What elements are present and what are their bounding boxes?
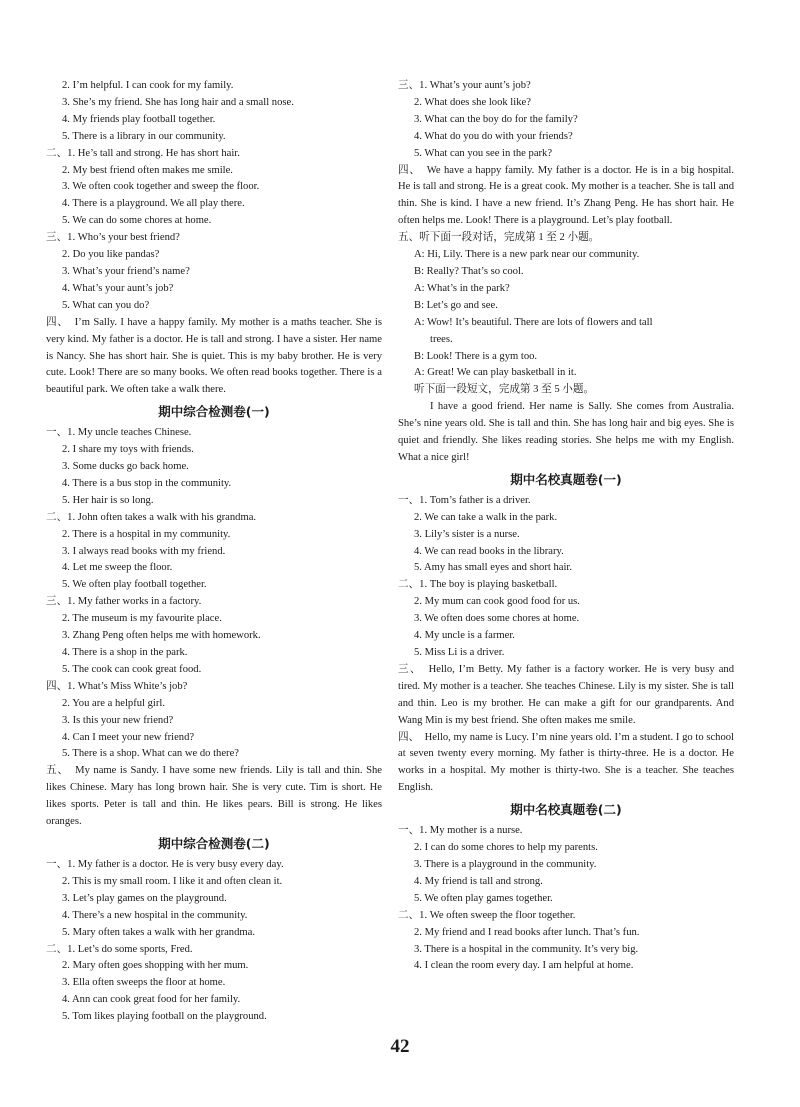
answer-line: 5. The cook can cook great food. [62,663,202,675]
answer-line: 3. Some ducks go back home. [62,461,189,473]
answer-line: A: Wow! It’s beautiful. There are lots of flowers and tall [414,316,653,328]
answer-line: 2. There is a hospital in my community. [62,528,231,540]
section-line: 四、1. What’s Miss White’s job? [46,680,188,692]
answer-line: 2. I share my toys with friends. [62,444,194,456]
answer-line: 听下面一段短文，完成第 3 至 5 小题。 [414,384,595,396]
section-title: 期中综合检测卷(二) [158,835,270,851]
answer-line: A: What’s in the park? [414,282,510,294]
answer-line: 2. Do you like pandas? [62,249,160,261]
section-line: 二、1. John often takes a walk with his grandma. [46,511,257,523]
right-column [398,78,734,975]
section-title: 期中名校真题卷(一) [510,471,622,487]
answer-line: 5. What can you see in the park? [414,147,553,159]
answer-line: 5. Mary often takes a walk with her grandma. [62,926,255,938]
answer-line: 3. Let’s play games on the playground. [62,892,227,904]
section-title: 期中综合检测卷(一) [158,404,270,420]
answer-line: 2. What does she look like? [414,96,531,108]
section-line: 二、1. We often sweep the floor together. [398,909,576,921]
answer-line: 4. Can I meet your new friend? [62,731,195,743]
answer-line: 4. There is a shop in the park. [62,647,188,658]
answer-line: 3. Lily’s sister is a nurse. [414,528,520,540]
answer-line: 3. We often does some chores at home. [414,613,580,625]
answer-line: 3. We often cook together and sweep the floor. [62,181,260,193]
section-line: 五、听下面一段对话，完成第 1 至 2 小题。 [398,232,600,244]
answer-line: 5. Amy has small eyes and short hair. [414,562,573,574]
answer-line: 4. My friend is tall and strong. [414,875,543,887]
answer-line: 2. The museum is my favourite place. [62,613,222,625]
section-title: 期中名校真题卷(二) [510,802,622,818]
answer-line: 3. What can the boy do for the family? [414,113,578,125]
answer-line: B: Let’s go and see. [414,299,498,311]
section-line: 一、1. Tom’s father is a driver. [398,494,531,506]
answer-line: 2. I’m helpful. I can cook for my family. [62,80,234,91]
answer-line: 2. We can take a walk in the park. [414,511,558,523]
answer-line: trees. [430,333,453,345]
passage: 五、 My name is Sandy. I have some new friends. Lily is tall and thin. She likes Chinese. Mary has long brown hair. She is very cute. Tim is short. He likes sports. Peter is tall and thin. He likes pears. Bill is strong. He likes oranges. [46,765,382,828]
answer-line: B: Look! There is a gym too. [414,350,538,362]
answer-line: 4. There is a bus stop in the community. [62,477,232,489]
answer-line: 2. Mary often goes shopping with her mum. [62,960,249,972]
section-line: 一、1. My father is a doctor. He is very busy every day. [46,858,284,870]
answer-line: 2. I can do some chores to help my parents. [414,842,598,854]
answer-line: 2. You are a helpful girl. [62,697,165,709]
passage: 四、 Hello, my name is Lucy. I’m nine years old. I’m a student. I go to school at seven twenty every morning. My father is thirty-three. He is a doctor. He works in a hospital. My mother is thirty-two. She is a teacher. She teaches English. [398,731,734,794]
answer-line: 4. Ann can cook great food for her family. [62,994,241,1006]
answer-line: 4. There’s a new hospital in the community. [62,909,248,921]
answer-line: 5. Tom likes playing football on the playground. [62,1011,267,1023]
answer-line: 5. There is a shop. What can we do there? [62,748,239,760]
left-column [46,78,382,1026]
answer-line: 3. There is a hospital in the community. It’s very big. [414,943,639,955]
answer-line: 3. She’s my friend. She has long hair and a small nose. [62,96,294,108]
section-line: 三、1. What’s your aunt’s job? [398,80,531,91]
passage: 四、 We have a happy family. My father is a doctor. He is in a big hospital. He is tall and strong. He is a great cook. My mother is a teacher. She is tall and thin. She is kind. I have a new friend. It’s Zhang Peng. He has short hair. He often helps me. Look! There is a playground. Let’s play football. [398,164,734,227]
answer-line: 4. What do you do with your friends? [414,130,573,142]
section-line: 二、1. Let’s do some sports, Fred. [46,943,193,955]
answer-line: 4. What’s your aunt’s job? [62,282,174,294]
answer-line: 3. What’s your friend’s name? [62,265,190,277]
answer-line: 3. Is this your new friend? [62,714,174,726]
answer-line: 3. I always read books with my friend. [62,545,226,557]
answer-line: A: Great! We can play basketball in it. [414,367,577,379]
section-line: 二、1. The boy is playing basketball. [398,579,558,591]
answer-line: A: Hi, Lily. There is a new park near our community. [414,249,640,261]
answer-line: B: Really? That’s so cool. [414,265,524,277]
answer-line: 2. My friend and I read books after lunch. That’s fun. [414,926,640,938]
answer-line: 4. Let me sweep the floor. [62,562,173,574]
answer-line: 5. We can do some chores at home. [62,215,212,227]
answer-line: 4. I clean the room every day. I am helpful at home. [414,960,634,972]
section-line: 二、1. He’s tall and strong. He has short hair. [46,147,240,159]
section-line: 一、1. My uncle teaches Chinese. [46,427,192,439]
page-number: 42 [390,1036,410,1057]
answer-line: 5. There is a library in our community. [62,130,226,142]
answer-line: 2. My mum can cook good food for us. [414,596,580,608]
section-line: 一、1. My mother is a nurse. [398,825,523,837]
answer-line: 5. Miss Li is a driver. [414,647,505,658]
passage: 四、 I’m Sally. I have a happy family. My mother is a maths teacher. She is very kind. My father is a doctor. He is tall and strong. I have a sister. Her name is Nancy. She has short hair. She is quiet. This is my baby brother. He is very cute. Look! There are so many books. We often read books together. There is a beautiful park. We often take a walk there. [46,316,382,396]
answer-line: 4. We can read books in the library. [414,545,564,557]
answer-line: 3. Zhang Peng often helps me with homework. [62,630,261,642]
answer-line: 4. My friends play football together. [62,113,216,125]
answer-line: 4. There is a playground. We all play there. [62,198,245,210]
answer-line: 4. My uncle is a farmer. [414,630,515,642]
passage: 三、 Hello, I’m Betty. My father is a factory worker. He is very busy and tired. My mother is a teacher. She teaches Chinese. Lily is my sister. She is tall and thin. Leo is my brother. He can make a gift for our grandparents. And Wang Min is my best friend. She often makes me smile. [398,663,734,726]
answer-line: 3. There is a playground in the community. [414,858,597,870]
answer-line: 3. Ella often sweeps the floor at home. [62,977,226,989]
answer-line: 5. Her hair is so long. [62,494,154,506]
section-line: 三、1. Who’s your best friend? [46,232,180,244]
answer-line: 2. My best friend often makes me smile. [62,164,233,176]
section-line: 三、1. My father works in a factory. [46,596,202,608]
answer-line: 5. We often play football together. [62,579,207,591]
answer-line: 5. What can you do? [62,299,150,311]
passage: I have a good friend. Her name is Sally. She comes from Australia. She’s nine years old. She is tall and thin. She has long hair and big eyes. She is quiet and friendly. She likes reading stories. She helps me with my English. What a nice girl! [398,401,734,463]
answer-line: 2. This is my small room. I like it and often clean it. [62,875,283,887]
answer-line: 5. We often play games together. [414,892,553,904]
